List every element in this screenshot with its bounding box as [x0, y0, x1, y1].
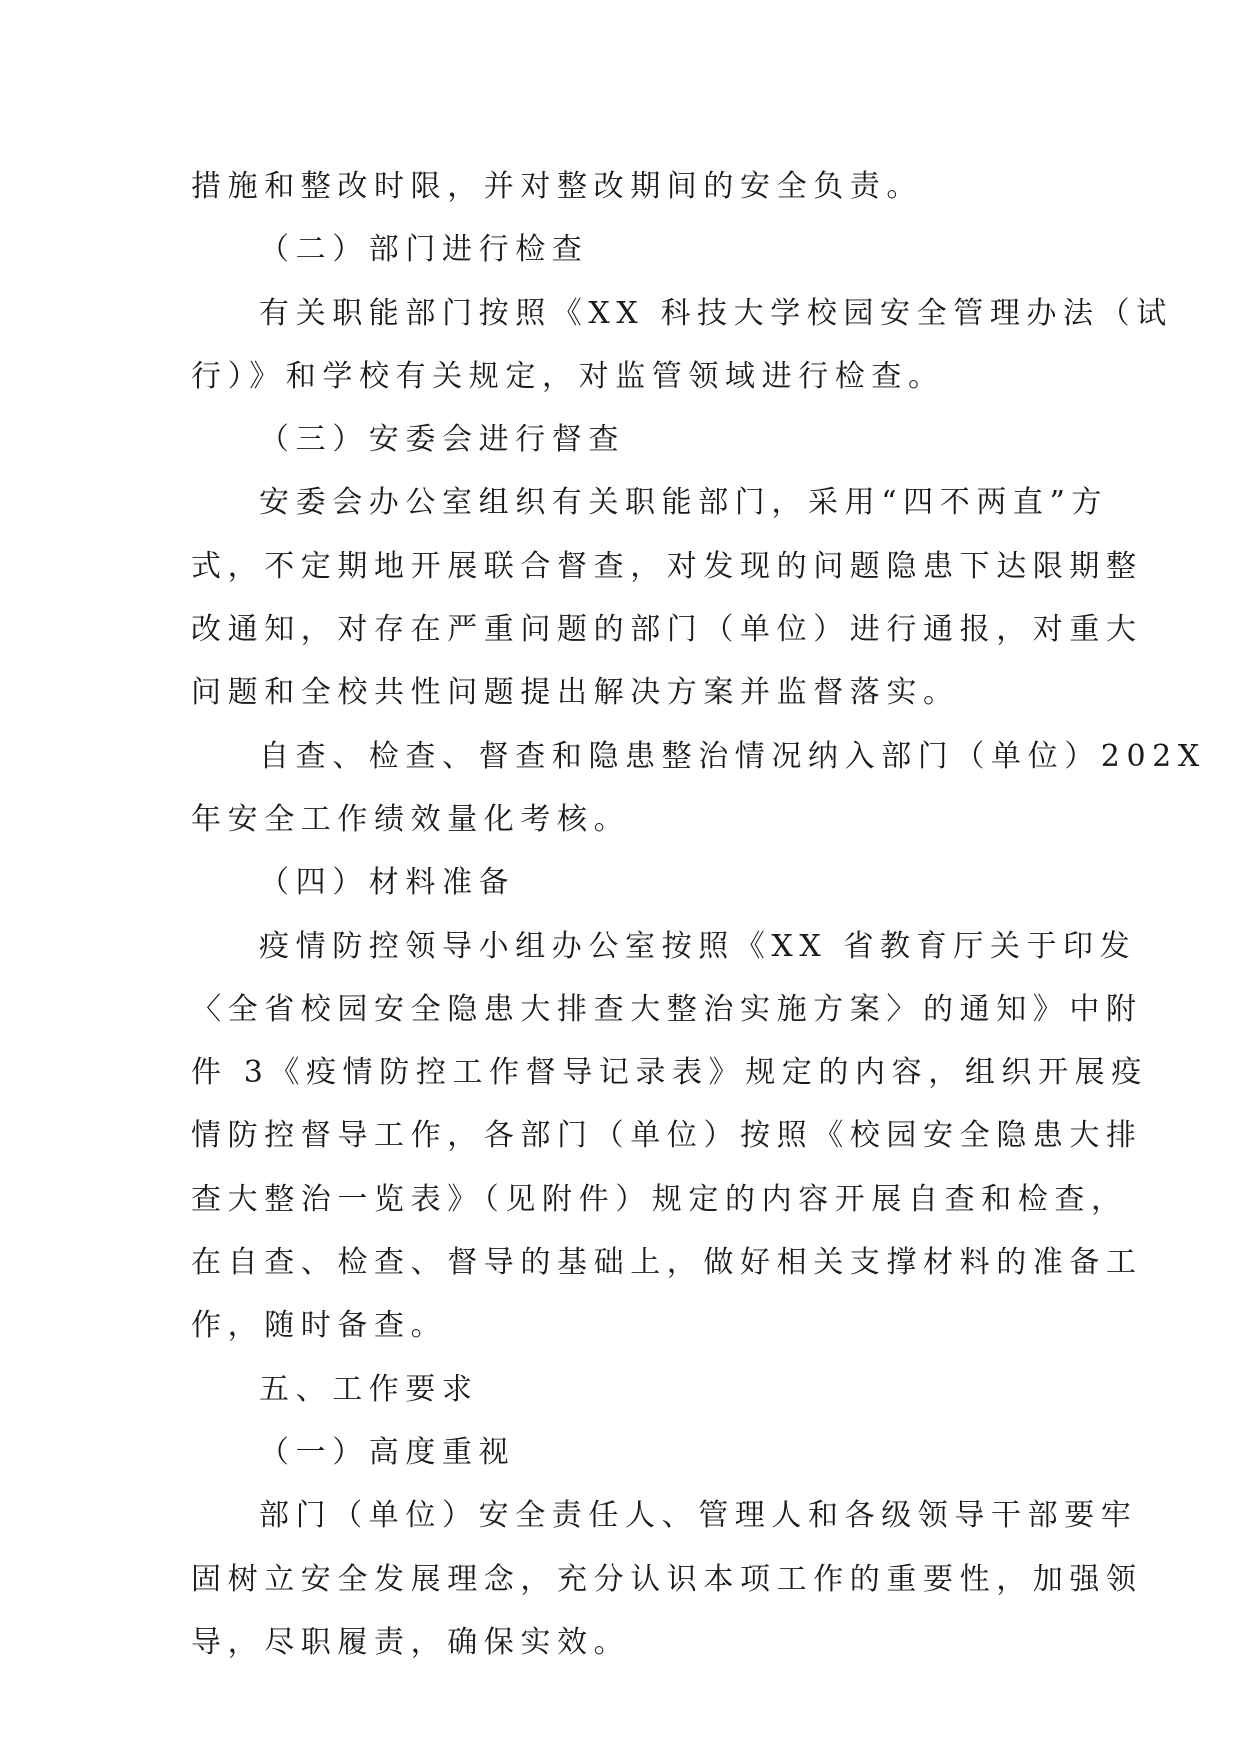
- text-line: 改通知，对存在严重问题的部门（单位）进行通报，对重大: [191, 612, 1143, 648]
- text-line: 固树立安全发展理念，充分认识本项工作的重要性，加强领: [191, 1561, 1143, 1597]
- paragraph-first-line: 有关职能部门按照《XX 科技大学校园安全管理办法（试: [259, 295, 1173, 331]
- paragraph-first-line: 安委会办公室组织有关职能部门，采用“四不两直”方: [259, 485, 1109, 521]
- paragraph-first-line: 自查、检查、督查和隐患整治情况纳入部门（单位）202X: [259, 738, 1206, 774]
- subheading-line: （四）材料准备: [259, 865, 516, 901]
- text-line: 式，不定期地开展联合督查，对发现的问题隐患下达限期整: [191, 548, 1143, 584]
- text-line: 〈全省校园安全隐患大排查大整治实施方案〉的通知》中附: [191, 991, 1143, 1027]
- text-line: 导，尽职履责，确保实效。: [191, 1624, 631, 1660]
- text-line: 查大整治一览表》（见附件）规定的内容开展自查和检查，: [191, 1181, 1128, 1217]
- section-heading: 五、工作要求: [259, 1371, 479, 1407]
- text-line: 作，随时备查。: [191, 1308, 448, 1344]
- text-line: 件 3《疫情防控工作督导记录表》规定的内容，组织开展疫: [191, 1055, 1148, 1091]
- text-line: 在自查、检查、督导的基础上，做好相关支撑材料的准备工: [191, 1245, 1143, 1281]
- text-line: 行）》和学校有关规定，对监管领域进行检查。: [191, 358, 945, 394]
- paragraph-first-line: 部门（单位）安全责任人、管理人和各级领导干部要牢: [259, 1498, 1138, 1534]
- document-body: [191, 155, 1206, 1674]
- subheading-line: （一）高度重视: [259, 1434, 516, 1470]
- text-line: 年安全工作绩效量化考核。: [191, 801, 631, 837]
- subheading-line: （二）部门进行检查: [259, 232, 589, 268]
- text-line: 措施和整改时限，并对整改期间的安全负责。: [191, 169, 923, 204]
- text-line: 问题和全校共性问题提出解决方案并监督落实。: [191, 675, 960, 711]
- subheading-line: （三）安委会进行督查: [259, 422, 625, 458]
- paragraph-first-line: 疫情防控领导小组办公室按照《XX 省教育厅关于印发: [259, 928, 1137, 964]
- text-line: 情防控督导工作，各部门（单位）按照《校园安全隐患大排: [191, 1118, 1143, 1154]
